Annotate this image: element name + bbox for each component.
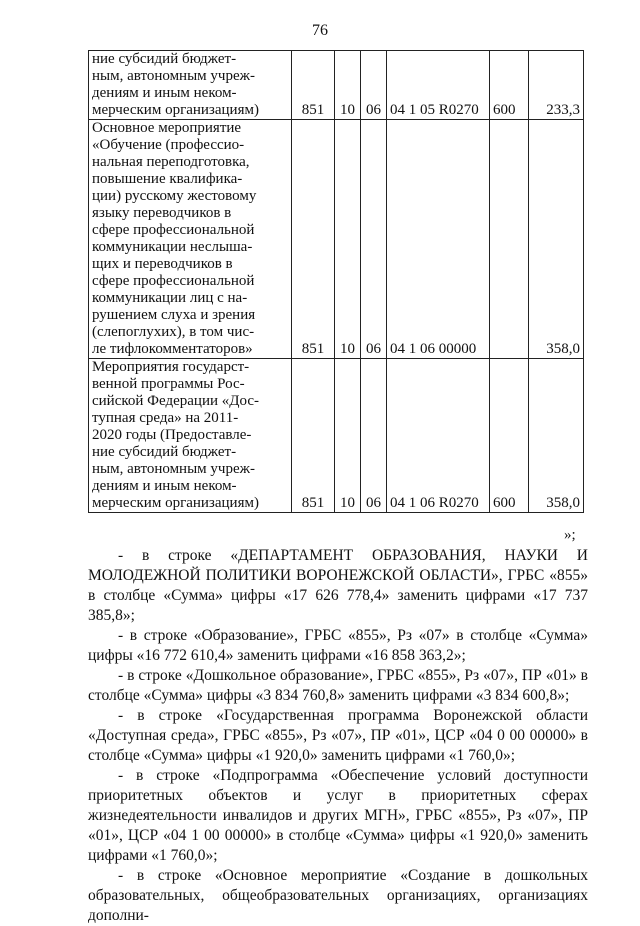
vr-cell: 600 (490, 359, 529, 513)
rz-cell: 10 (335, 359, 361, 513)
grbs-cell: 851 (292, 359, 335, 513)
csr-cell: 04 1 06 00000 (387, 120, 490, 359)
paragraph: - в строке «Образование», ГРБС «855», Рз «07» в столбце «Сумма» цифры «16 772 610,4» заменить цифрами «16 858 363,2»; (88, 627, 588, 664)
table-row (89, 51, 584, 120)
pr-cell: 06 (361, 120, 387, 359)
table-row (89, 120, 584, 359)
sum-cell: 358,0 (529, 359, 584, 513)
sum-cell: 233,3 (529, 51, 584, 120)
paragraph: - в строке «Дошкольное образование», ГРБС «855», Рз «07», ПР «01» в столбце «Сумма» цифры «3 834 760,8» заменить цифрами «3 834 600,8»; (88, 667, 588, 704)
row-name-cell (89, 359, 292, 513)
sum-cell: 358,0 (529, 120, 584, 359)
csr-cell: 04 1 06 R0270 (387, 359, 490, 513)
paragraph: - в строке «ДЕПАРТАМЕНТ ОБРАЗОВАНИЯ, НАУКИ И МОЛОДЕЖНОЙ ПОЛИТИКИ ВОРОНЕЖСКОЙ ОБЛАСТИ», ГРБС «855» в столбце «Сумма» цифры «17 626 778,4» заменить цифрами «17 737 385,8»; (88, 547, 588, 624)
table-row (89, 359, 584, 513)
pr-cell: 06 (361, 51, 387, 120)
grbs-cell: 851 (292, 51, 335, 120)
pr-cell: 06 (361, 359, 387, 513)
paragraph: - в строке «Подпрограмма «Обеспечение условий доступности приоритетных объектов и услуг в приоритетных сферах жизнедеятельности инвалидов и других МГН», ГРБС «855», Рз «07», ПР «01», ЦСР «04 1 00 00000» в столбце «Сумма» цифры «1 920,0» заменить цифрами «1 760,0»; (88, 767, 588, 864)
grbs-cell: 851 (292, 120, 335, 359)
budget-table (88, 50, 584, 513)
page-number: 76 (312, 22, 328, 39)
paragraph: - в строке «Государственная программа Воронежской области «Доступная среда», ГРБС «855», Рз «07», ПР «01», ЦСР «04 0 00 00000» в столбце «Сумма» цифры «1 920,0» заменить цифрами «1 760,0»; (88, 707, 588, 764)
row-name: ние субсидий бюджет- ным, автономным учреж- дениям и иным неком- мерческим организациям) (92, 51, 259, 118)
csr-cell: 04 1 05 R0270 (387, 51, 490, 120)
closing-quote: »; (564, 527, 576, 543)
row-name: Основное мероприятие «Обучение (профессио- нальная переподготовка, повышение квалифика- ции) русскому жестовому языку переводчиков в сфере профессиональной коммуникации неслыша- щих и переводчиков в сфере профессиональной коммуникации лиц с на- рушением слуха и зрения (слепоглухих), в том чис- ле тифлокомментаторов» (92, 120, 257, 357)
row-name-cell (89, 120, 292, 359)
row-name: Мероприятия государст- венной программы Рос- сийской Федерации «Дос- тупная среда» на 2011- 2020 годы (Предоставле- ние субсидий бюджет- ным, автономным учреж- дениям и иным неком- мерческим организациям) (92, 359, 260, 511)
amendment-text (88, 546, 588, 926)
row-name-cell (89, 51, 292, 120)
rz-cell: 10 (335, 120, 361, 359)
vr-cell: 600 (490, 51, 529, 120)
rz-cell: 10 (335, 51, 361, 120)
vr-cell (490, 120, 529, 359)
paragraph: - в строке «Основное мероприятие «Создание в дошкольных образовательных, общеобразовательных организациях, организациях дополни- (88, 867, 588, 924)
